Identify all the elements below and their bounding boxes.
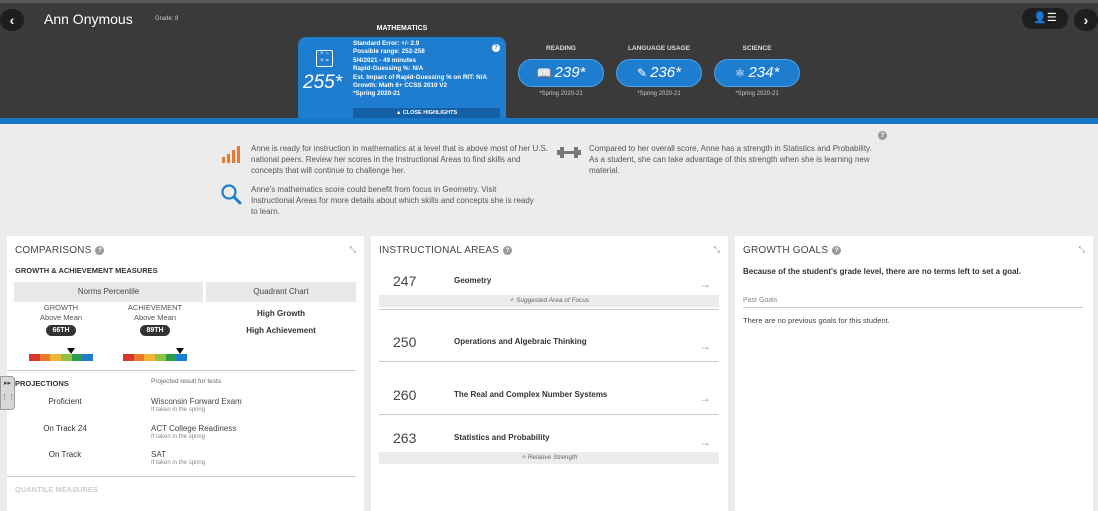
subject-term: *Spring 2020-21	[539, 91, 583, 97]
subject-score-pill[interactable]	[518, 59, 604, 87]
projection-label: On Track 24	[43, 424, 87, 433]
area-score: 263	[393, 430, 417, 446]
growth-label: GROWTH	[43, 303, 79, 312]
scale-segment	[61, 354, 72, 361]
panel-title-text: INSTRUCTIONAL AREAS	[379, 245, 500, 256]
expand-icon[interactable]: ⤡	[349, 245, 356, 254]
achievement-label: ACHIEVEMENT	[127, 303, 183, 312]
math-detail: Est. Impact of Rapid-Guessing % on RIT: N/A	[353, 73, 487, 81]
area-name: Statistics and Probability	[454, 433, 550, 442]
scale-segment	[123, 354, 134, 361]
area-score: 250	[393, 334, 417, 350]
projection-when: If taken in the spring	[151, 407, 206, 413]
subject-title: LANGUAGE USAGE	[627, 45, 691, 52]
area-score: 260	[393, 387, 417, 403]
tab-norms-percentile[interactable]: Norms Percentile	[14, 282, 203, 302]
growth-goals-panel	[735, 236, 1093, 511]
math-details	[353, 40, 487, 99]
bar-chart-icon	[222, 146, 242, 163]
area-tag: ✧ Suggested Area of Focus	[379, 295, 719, 307]
divider	[379, 309, 719, 310]
projections-note: Projected result for tests	[151, 378, 222, 385]
projection-when: If taken in the spring	[151, 434, 206, 440]
subject-title: SCIENCE	[742, 45, 772, 52]
achievement-marker	[176, 348, 184, 354]
header-divider	[0, 118, 1098, 124]
math-detail: Rapid-Guessing %: N/A	[353, 65, 424, 73]
projection-test	[151, 397, 242, 413]
highlight-text: Compared to her overall score, Anne has a strength in Statistics and Probability. As a student, she can take advantage of this strength when she is learning new material.	[589, 144, 872, 175]
help-icon[interactable]: ?	[878, 131, 887, 140]
subject-score: 236*	[650, 64, 681, 81]
highlight-text: Anne is ready for instruction in mathematics at a level that is above most of her U.S. national peers. Review her scores in the Instructional Areas to find skills and concepts that will continue to challenge her.	[251, 144, 549, 175]
projection-label: Proficient	[48, 397, 82, 406]
pencil-icon: ✎	[637, 66, 648, 80]
arrow-right-icon[interactable]: →	[699, 339, 711, 353]
math-score: 255*	[303, 72, 343, 93]
math-score-card[interactable]	[298, 37, 506, 119]
goals-message: Because of the student's grade level, there are no terms left to set a goal.	[743, 267, 1021, 276]
math-detail: Possible range: 252-258	[353, 48, 425, 56]
scale-segment	[29, 354, 40, 361]
divider	[743, 307, 1083, 308]
scale-segment	[50, 354, 61, 361]
header-accent	[0, 0, 1098, 3]
divider	[379, 361, 719, 362]
math-detail: 5/4/2021 - 49 minutes	[353, 56, 417, 64]
scale-segment	[176, 354, 187, 361]
arrow-right-icon[interactable]: →	[699, 277, 711, 291]
divider	[7, 476, 356, 477]
area-name: Operations and Algebraic Thinking	[454, 337, 587, 346]
divider	[379, 414, 719, 415]
divider	[7, 370, 356, 371]
growth-achievement-heading: GROWTH & ACHIEVEMENT MEASURES	[15, 266, 158, 275]
help-icon[interactable]: ?	[832, 246, 841, 255]
projection-when: If taken in the spring	[151, 460, 206, 466]
calculator-icon: + − × =	[316, 50, 333, 67]
subject-term: *Spring 2020-21	[637, 91, 681, 97]
arrow-right-icon[interactable]: →	[699, 391, 711, 405]
subject-score: 239*	[554, 64, 586, 81]
panel-title	[743, 245, 841, 256]
projection-test-name: Wisconsin Forward Exam	[151, 397, 242, 406]
growth-marker	[67, 348, 75, 354]
achievement-metric	[115, 303, 195, 336]
scale-segment	[134, 354, 145, 361]
subject-reading[interactable]	[511, 45, 611, 97]
area-name: The Real and Complex Number Systems	[454, 390, 608, 399]
subject-score-pill[interactable]	[714, 59, 800, 87]
side-drawer-handle[interactable]: ▸▸ ⋮⋮	[0, 376, 15, 410]
help-icon[interactable]: ?	[492, 44, 500, 52]
growth-desc: Above Mean	[39, 313, 83, 322]
atom-icon: ⚛	[734, 66, 746, 80]
book-icon: 📖	[536, 66, 552, 80]
subject-term: *Spring 2020-21	[735, 91, 779, 97]
projection-test	[151, 424, 236, 440]
chevron-left-icon[interactable]: ‹	[0, 9, 24, 31]
scale-segment	[82, 354, 93, 361]
scale-segment	[72, 354, 83, 361]
area-score: 247	[393, 273, 417, 289]
projection-test	[151, 450, 205, 466]
achievement-desc: Above Mean	[133, 313, 177, 322]
past-goals-label: Past Goals	[743, 297, 778, 304]
panel-title	[15, 245, 104, 256]
help-icon[interactable]: ?	[503, 246, 512, 255]
magnifier-icon	[220, 183, 242, 205]
panel-title	[379, 245, 512, 256]
chevron-right-icon[interactable]: ›	[1074, 9, 1098, 31]
quadrant-growth: High Growth	[257, 309, 305, 318]
math-detail: Growth: Math 6+ CCSS 2010 V2	[353, 82, 447, 90]
growth-metric	[21, 303, 101, 336]
math-detail: Standard Error: +/- 2.9	[353, 40, 420, 47]
growth-percentile-scale	[29, 354, 93, 361]
scale-segment	[144, 354, 155, 361]
achievement-percentile-badge: 89TH	[140, 325, 169, 336]
achievement-percentile-scale	[123, 354, 187, 361]
tab-quadrant-chart[interactable]: Quadrant Chart	[206, 282, 356, 302]
math-detail: *Spring 2020-21	[353, 90, 401, 98]
panel-title-text: GROWTH GOALS	[743, 245, 829, 256]
subject-title: READING	[546, 45, 576, 52]
roster-menu-icon[interactable]: 👤☰	[1022, 8, 1068, 29]
subject-language[interactable]	[609, 45, 709, 97]
projection-test-name: SAT	[151, 450, 166, 459]
student-name: Ann Onymous	[44, 11, 133, 27]
panel-title-text: COMPARISONS	[15, 245, 92, 256]
area-tag: ✧ Relative Strength	[379, 452, 719, 464]
student-grade: Grade: 8	[155, 16, 179, 22]
math-title: MATHEMATICS	[376, 25, 428, 32]
scale-segment	[155, 354, 166, 361]
quadrant-achievement: High Achievement	[246, 326, 316, 335]
growth-percentile-badge: 66TH	[46, 325, 75, 336]
arrow-right-icon[interactable]: →	[699, 435, 711, 449]
quantile-heading: QUANTILE MEASURES	[15, 485, 98, 494]
expand-icon[interactable]: ⤡	[1078, 245, 1085, 254]
area-name: Geometry	[454, 276, 492, 285]
projection-test-name: ACT College Readiness	[151, 424, 237, 433]
instructional-areas-panel	[371, 236, 728, 511]
subject-score: 234*	[748, 64, 780, 81]
highlight-text: Anne's mathematics score could benefit from focus in Geometry. Visit Instructional Areas for more details about which skills and concepts she is ready to learn.	[251, 185, 534, 216]
dumbbell-icon	[557, 146, 581, 159]
comparisons-panel	[7, 236, 364, 511]
close-highlights-button[interactable]: ▲ CLOSE HIGHLIGHTS	[353, 108, 500, 118]
student-header	[0, 0, 1098, 118]
scale-segment	[166, 354, 177, 361]
past-goals-message: There are no previous goals for this student.	[743, 316, 890, 325]
help-icon[interactable]: ?	[95, 246, 104, 255]
subject-science[interactable]	[707, 45, 807, 97]
projections-heading: PROJECTIONS	[15, 379, 69, 388]
subject-score-pill[interactable]	[616, 59, 702, 87]
expand-icon[interactable]: ⤡	[713, 245, 720, 254]
scale-segment	[40, 354, 51, 361]
projection-label: On Track	[48, 450, 82, 459]
